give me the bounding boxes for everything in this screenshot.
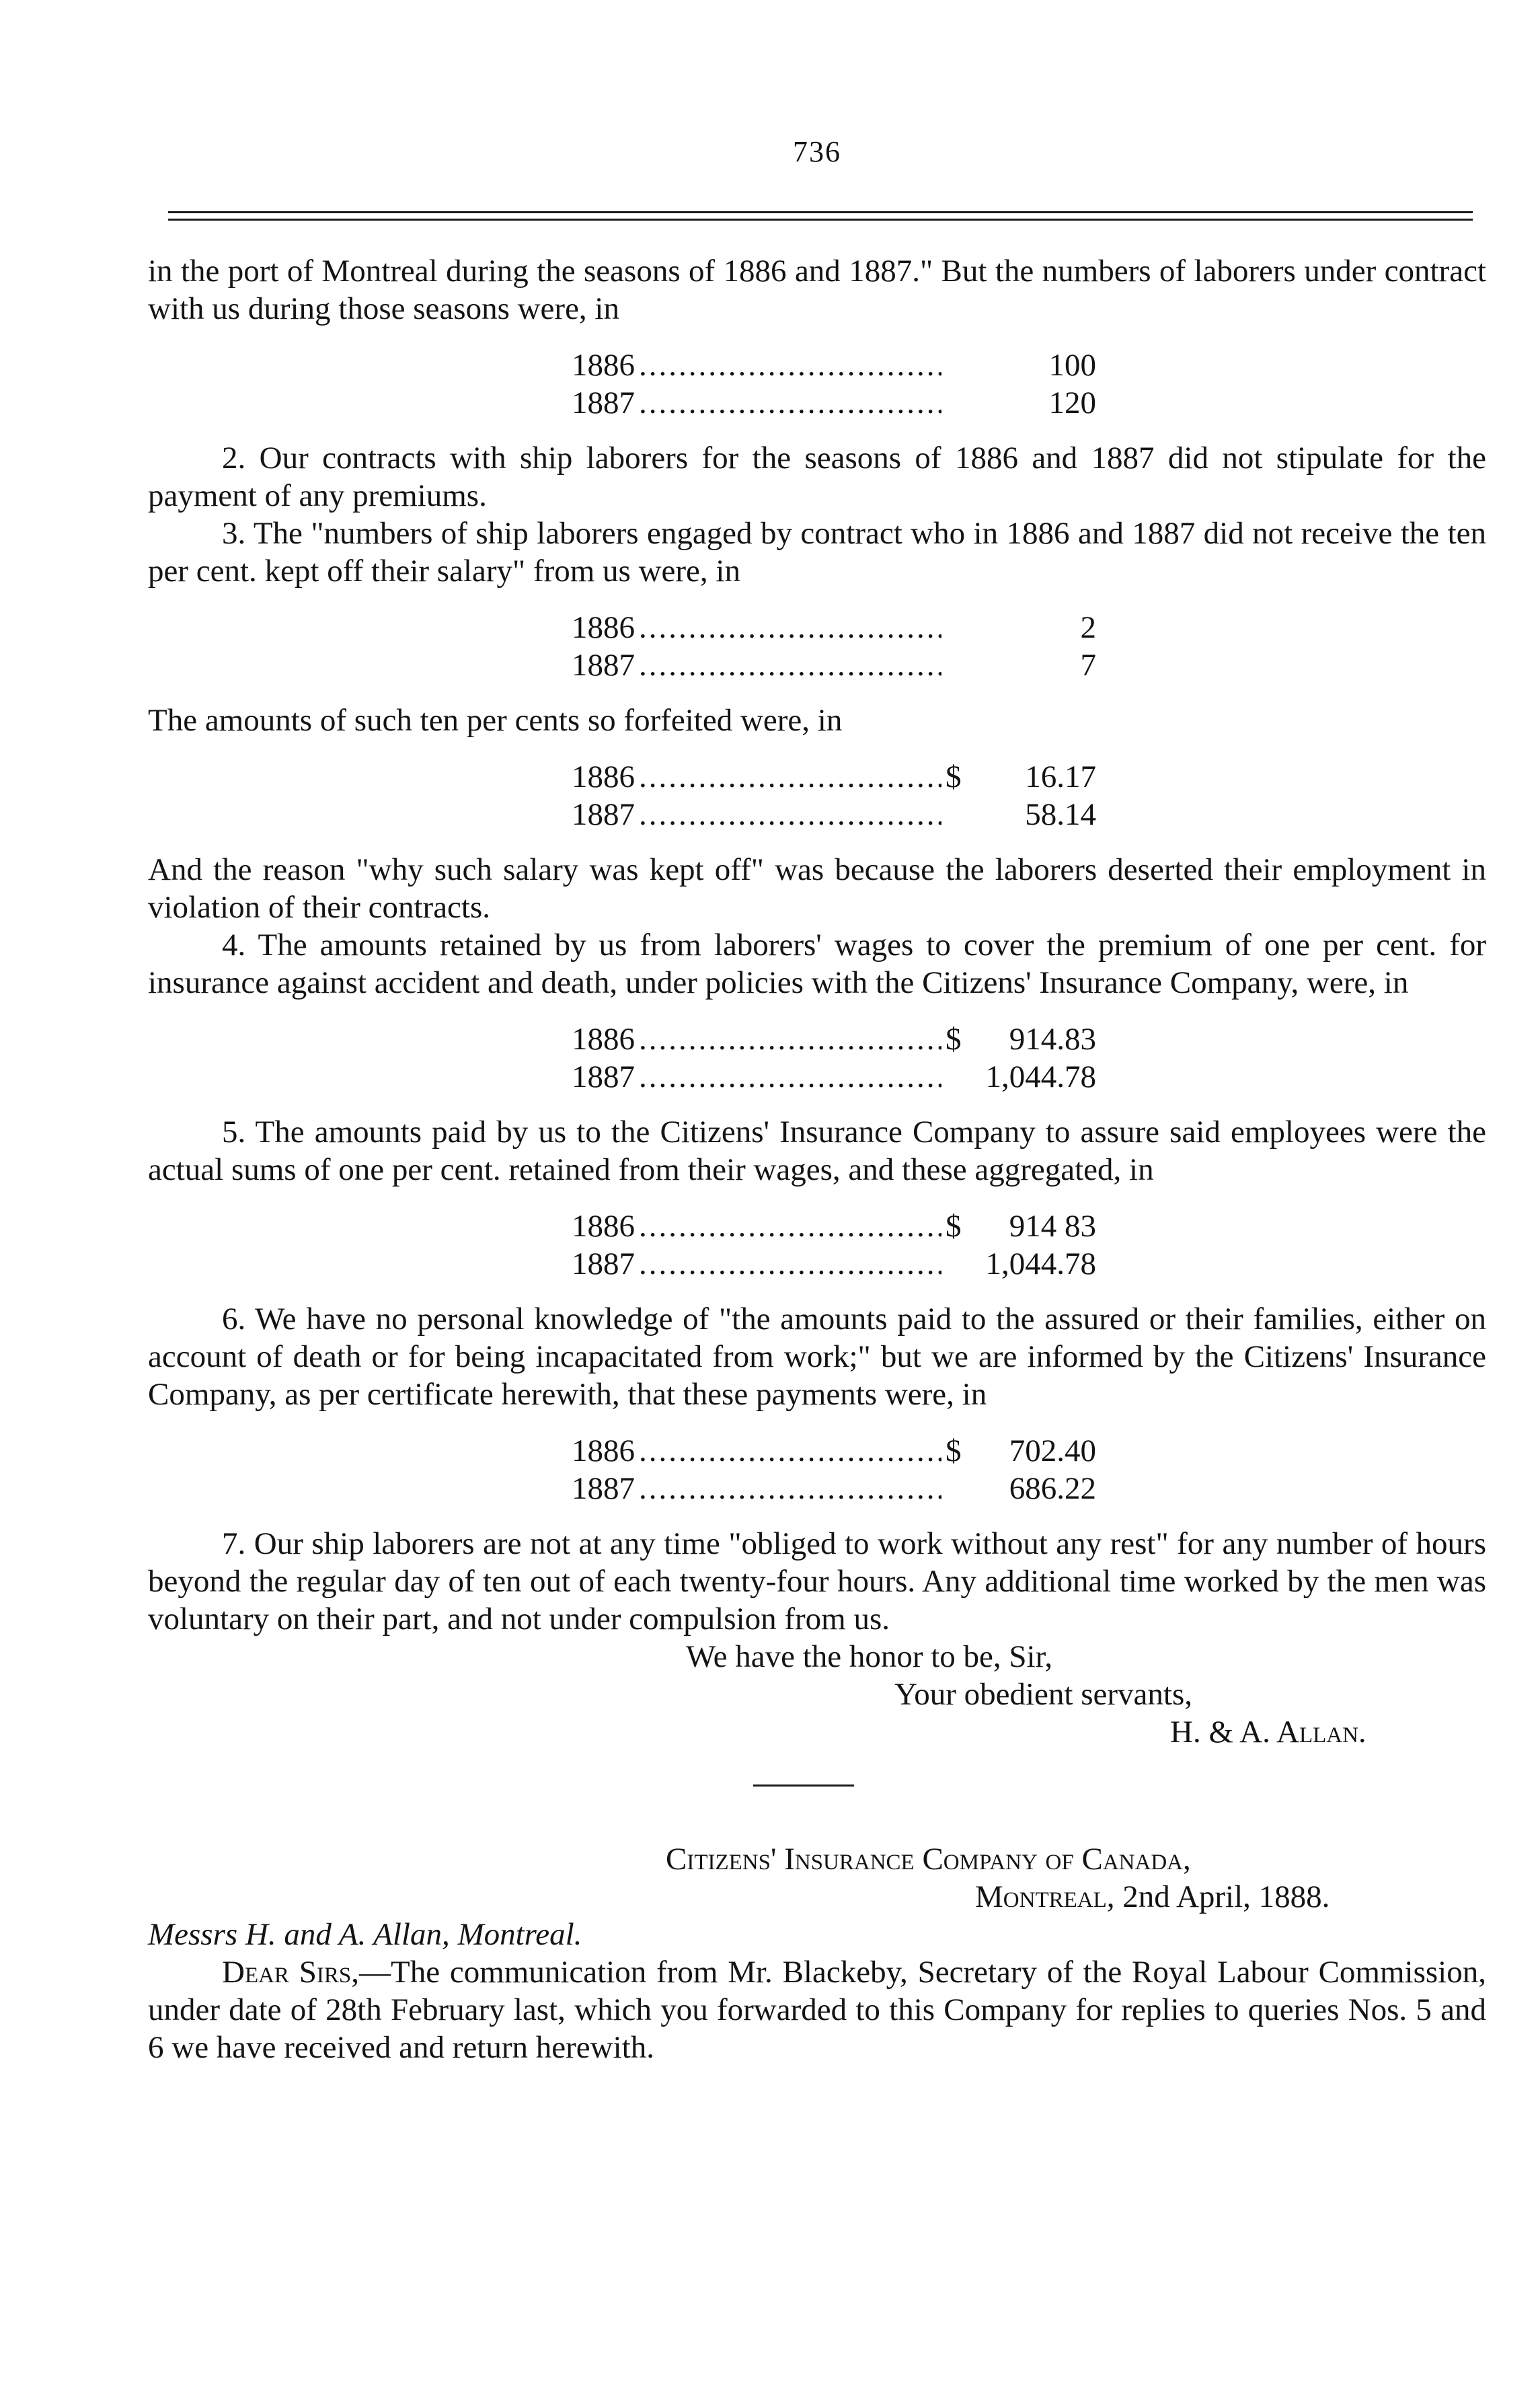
paragraph-7: 7. Our ship laborers are not at any time "obliged to work without any rest" for any number of hours beyond the regular day of ten out of each twenty-four hours. Any additional time worked by the men was voluntary on their part, and not under compulsion from us. [148, 1526, 1486, 1637]
amount-cell: 914 83 [1009, 1209, 1096, 1244]
page-number: 736 [793, 135, 841, 168]
letter-company-name: Citizens' Insurance Company of Canada, [666, 1842, 1191, 1877]
header-double-rule [168, 211, 1473, 221]
year-cell: 1886 [572, 610, 635, 645]
table-row [572, 758, 1096, 796]
table-row [572, 346, 1096, 384]
amount-cell: 7 [1080, 648, 1096, 683]
table-row [572, 1470, 1096, 1507]
dot-leader [639, 1432, 941, 1470]
table-row [572, 1432, 1096, 1470]
year-cell: 1887 [572, 1059, 635, 1094]
table-row [572, 384, 1096, 422]
letter-body-text: ,—The communication from Mr. Blackeby, Secretary of the Royal Labour Commission, under date of 28th February last, which you forwarded to this Company for replies to queries Nos. 5 and 6 we have received and return herewith. [148, 1955, 1486, 2065]
amount-cell: 2 [1080, 610, 1096, 645]
year-cell: 1887 [572, 797, 635, 832]
letter-salutation: Dear Sirs [222, 1955, 352, 1990]
dot-leader [639, 1020, 941, 1058]
letter-place: Montreal [975, 1879, 1107, 1914]
dot-leader [639, 609, 941, 646]
paragraph-3: 3. The "numbers of ship laborers engaged by contract who in 1886 and 1887 did not receive the ten per cent. kept off their salary" from us were, in [148, 516, 1486, 589]
letter-place-date [148, 1878, 1486, 1916]
dot-leader [639, 346, 941, 384]
dot-leader [639, 1245, 941, 1283]
table-row [572, 796, 1096, 833]
year-cell: 1887 [572, 648, 635, 683]
signature: H. & A. Allan. [1170, 1715, 1366, 1750]
table-payments-to-assured [572, 1432, 1096, 1507]
year-cell: 1886 [572, 1022, 635, 1057]
currency-cell: $ [946, 1022, 962, 1057]
closing-line-2: Your obedient servants, [894, 1677, 1192, 1712]
amount-cell: 702.40 [1009, 1433, 1096, 1468]
letter-body [148, 1953, 1486, 2066]
table-row [572, 1207, 1096, 1245]
table-row [572, 646, 1096, 684]
amount-cell: 1,044.78 [985, 1059, 1096, 1094]
dot-leader [639, 1207, 941, 1245]
currency-cell: $ [946, 1433, 962, 1468]
paragraph-intro: in the port of Montreal during the seasons of 1886 and 1887." But the numbers of laborers under contract with us during those seasons were, in [148, 254, 1486, 326]
currency-cell: $ [946, 1209, 962, 1244]
amount-cell: 16.17 [1025, 759, 1096, 794]
dot-leader [639, 384, 941, 422]
year-cell: 1886 [572, 348, 635, 383]
table-row [572, 1020, 1096, 1058]
table-laborers-under-contract [572, 346, 1096, 422]
letter-date: , 2nd April, 1888. [1106, 1879, 1330, 1914]
table-forfeited-amounts [572, 758, 1096, 833]
letter-addressee: Messrs H. and A. Allan, Montreal. [148, 1917, 582, 1952]
closing-line-1: We have the honor to be, Sir, [686, 1639, 1053, 1674]
body-text [148, 252, 1486, 2066]
amount-cell: 58.14 [1025, 797, 1096, 832]
paragraph-4: 4. The amounts retained by us from laborers' wages to cover the premium of one per cent. for insurance against accident and death, under policies with the Citizens' Insurance Company, were, in [148, 928, 1486, 1000]
year-cell: 1887 [572, 385, 635, 420]
dot-leader [639, 1058, 941, 1096]
paragraph-3b: The amounts of such ten per cents so forfeited were, in [148, 703, 843, 738]
table-row [572, 609, 1096, 646]
amount-cell: 686.22 [1009, 1471, 1096, 1506]
section-divider-rule [753, 1785, 854, 1787]
table-row [572, 1058, 1096, 1096]
year-cell: 1887 [572, 1471, 635, 1506]
dot-leader [639, 796, 941, 833]
table-row [572, 1245, 1096, 1283]
year-cell: 1886 [572, 1433, 635, 1468]
amount-cell: 914.83 [1009, 1022, 1096, 1057]
paragraph-6: 6. We have no personal knowledge of "the amounts paid to the assured or their families, either on account of death or for being incapacitated from work;" but we are informed by the Citizens' Insurance Company, as per certificate herewith, that these payments were, in [148, 1302, 1486, 1412]
paragraph-2: 2. Our contracts with ship laborers for the seasons of 1886 and 1887 did not stipulate for the payment of any premiums. [148, 441, 1486, 513]
dot-leader [639, 646, 941, 684]
dot-leader [639, 1470, 941, 1507]
year-cell: 1887 [572, 1246, 635, 1281]
paragraph-5: 5. The amounts paid by us to the Citizens' Insurance Company to assure said employees were the actual sums of one per cent. retained from their wages, and these aggregated, in [148, 1115, 1486, 1187]
amount-cell: 120 [1048, 385, 1096, 420]
paragraph-3c: And the reason "why such salary was kept off" was because the laborers deserted their employment in violation of their contracts. [148, 852, 1486, 925]
amount-cell: 1,044.78 [985, 1246, 1096, 1281]
year-cell: 1886 [572, 1209, 635, 1244]
table-paid-amounts [572, 1207, 1096, 1283]
table-retained-amounts [572, 1020, 1096, 1096]
table-laborers-not-receiving [572, 609, 1096, 684]
dot-leader [639, 758, 941, 796]
amount-cell: 100 [1048, 348, 1096, 383]
currency-cell: $ [946, 759, 962, 794]
year-cell: 1886 [572, 759, 635, 794]
